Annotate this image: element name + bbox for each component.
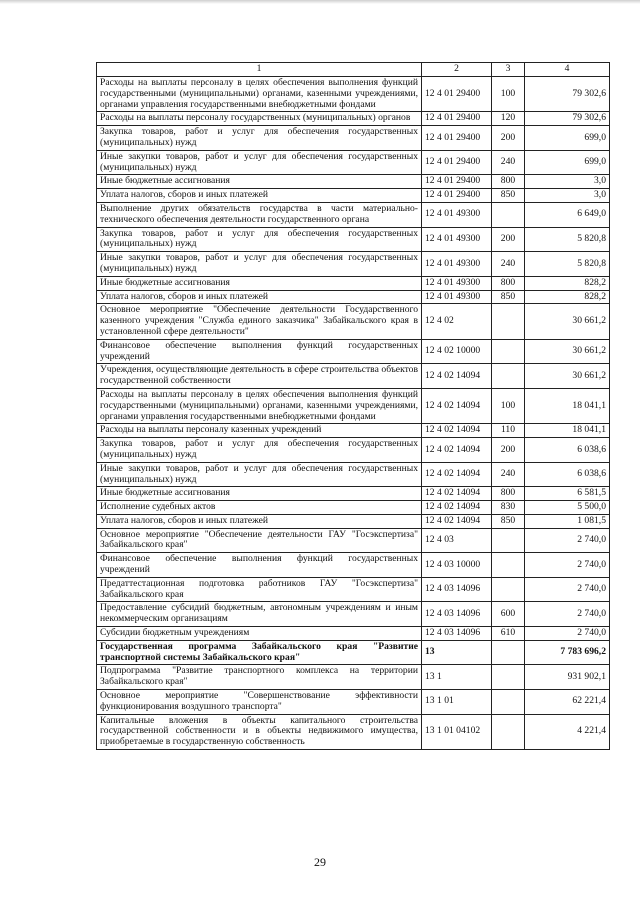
- row-type-cell: [492, 640, 525, 665]
- header-col-3: 3: [492, 63, 525, 77]
- row-code-cell: 12 4 01 29400: [422, 150, 492, 175]
- table-row: [97, 304, 610, 339]
- table-row: [97, 290, 610, 304]
- row-amount-cell: 6 038,6: [525, 438, 610, 463]
- row-name-cell: Капитальные вложения в объекты капитального строительства государственной собственности и в объекты недвижимого имущества, приобретаемые в государственную собственность: [97, 714, 422, 749]
- row-type-cell: 120: [492, 112, 525, 126]
- row-code-cell: 12 4 02 14094: [422, 388, 492, 423]
- row-amount-cell: 79 302,6: [525, 112, 610, 126]
- row-type-cell: 200: [492, 126, 525, 151]
- row-type-cell: [492, 339, 525, 364]
- header-row: [97, 63, 610, 77]
- row-code-cell: 12 4 01 29400: [422, 126, 492, 151]
- row-type-cell: 850: [492, 514, 525, 528]
- row-amount-cell: 30 661,2: [525, 339, 610, 364]
- table-row: [97, 175, 610, 189]
- row-type-cell: 100: [492, 388, 525, 423]
- row-amount-cell: 931 902,1: [525, 665, 610, 690]
- table-row: [97, 112, 610, 126]
- table-row: [97, 665, 610, 690]
- table-row: [97, 339, 610, 364]
- row-type-cell: 800: [492, 175, 525, 189]
- row-name-cell: Государственная программа Забайкальского края "Развитие транспортной системы Забайкальского края": [97, 640, 422, 665]
- row-code-cell: 12 4 01 49300: [422, 227, 492, 252]
- row-amount-cell: 2 740,0: [525, 602, 610, 627]
- row-type-cell: 110: [492, 424, 525, 438]
- row-type-cell: [492, 304, 525, 339]
- row-code-cell: 12 4 03: [422, 528, 492, 553]
- row-amount-cell: 2 740,0: [525, 553, 610, 578]
- row-name-cell: Предоставление субсидий бюджетным, автономным учреждениям и иным некоммерческим организациям: [97, 602, 422, 627]
- row-amount-cell: 30 661,2: [525, 364, 610, 389]
- row-name-cell: Иные закупки товаров, работ и услуг для обеспечения государственных (муниципальных) нужд: [97, 252, 422, 277]
- row-amount-cell: 18 041,1: [525, 388, 610, 423]
- table-row: [97, 501, 610, 515]
- row-code-cell: 13: [422, 640, 492, 665]
- row-type-cell: 240: [492, 462, 525, 487]
- header-col-1: 1: [97, 63, 422, 77]
- row-name-cell: Выполнение других обязательств государства в части материально-технического обеспечения деятельности государственного органа: [97, 202, 422, 227]
- row-name-cell: Закупка товаров, работ и услуг для обеспечения государственных (муниципальных) нужд: [97, 438, 422, 463]
- row-amount-cell: 5 500,0: [525, 501, 610, 515]
- page-number: 29: [314, 855, 326, 869]
- table-row: [97, 126, 610, 151]
- row-amount-cell: 6 038,6: [525, 462, 610, 487]
- row-name-cell: Субсидии бюджетным учреждениям: [97, 627, 422, 641]
- row-type-cell: [492, 553, 525, 578]
- table-row: [97, 714, 610, 749]
- row-name-cell: Закупка товаров, работ и услуг для обеспечения государственных (муниципальных) нужд: [97, 126, 422, 151]
- budget-table-container: [96, 62, 609, 750]
- row-code-cell: 12 4 03 14096: [422, 627, 492, 641]
- row-amount-cell: 828,2: [525, 290, 610, 304]
- row-type-cell: [492, 577, 525, 602]
- table-row: [97, 690, 610, 715]
- row-code-cell: 12 4 01 49300: [422, 202, 492, 227]
- row-name-cell: Иные бюджетные ассигнования: [97, 175, 422, 189]
- table-row: [97, 77, 610, 112]
- row-code-cell: 12 4 01 29400: [422, 189, 492, 203]
- row-amount-cell: 6 649,0: [525, 202, 610, 227]
- row-amount-cell: 7 783 696,2: [525, 640, 610, 665]
- table-row: [97, 514, 610, 528]
- row-name-cell: Иные бюджетные ассигнования: [97, 487, 422, 501]
- row-type-cell: 200: [492, 438, 525, 463]
- table-row: [97, 150, 610, 175]
- row-type-cell: 800: [492, 276, 525, 290]
- table-row: [97, 627, 610, 641]
- row-code-cell: 12 4 02 14094: [422, 424, 492, 438]
- row-code-cell: 12 4 02 14094: [422, 501, 492, 515]
- row-name-cell: Иные закупки товаров, работ и услуг для обеспечения государственных (муниципальных) нужд: [97, 462, 422, 487]
- row-code-cell: 12 4 01 49300: [422, 290, 492, 304]
- table-row: [97, 553, 610, 578]
- row-code-cell: 12 4 02 14094: [422, 438, 492, 463]
- row-code-cell: 12 4 01 29400: [422, 77, 492, 112]
- row-amount-cell: 5 820,8: [525, 227, 610, 252]
- row-code-cell: 12 4 01 49300: [422, 276, 492, 290]
- row-code-cell: 12 4 02 10000: [422, 339, 492, 364]
- row-type-cell: [492, 714, 525, 749]
- table-row: [97, 640, 610, 665]
- row-code-cell: 12 4 02 14094: [422, 487, 492, 501]
- row-code-cell: 13 1: [422, 665, 492, 690]
- row-type-cell: [492, 202, 525, 227]
- row-amount-cell: 6 581,5: [525, 487, 610, 501]
- row-amount-cell: 18 041,1: [525, 424, 610, 438]
- row-type-cell: 240: [492, 252, 525, 277]
- row-type-cell: [492, 364, 525, 389]
- budget-table: [96, 62, 610, 750]
- row-code-cell: 12 4 01 29400: [422, 175, 492, 189]
- table-row: [97, 252, 610, 277]
- table-row: [97, 202, 610, 227]
- row-amount-cell: 2 740,0: [525, 627, 610, 641]
- row-code-cell: 13 1 01 04102: [422, 714, 492, 749]
- row-type-cell: [492, 528, 525, 553]
- table-row: [97, 276, 610, 290]
- table-row: [97, 189, 610, 203]
- row-amount-cell: 3,0: [525, 189, 610, 203]
- row-name-cell: Учреждения, осуществляющие деятельность в сфере строительства объектов государственной собственности: [97, 364, 422, 389]
- row-name-cell: Расходы на выплаты персоналу государственных (муниципальных) органов: [97, 112, 422, 126]
- row-code-cell: 12 4 02 14094: [422, 462, 492, 487]
- table-row: [97, 364, 610, 389]
- row-code-cell: 13 1 01: [422, 690, 492, 715]
- row-type-cell: 800: [492, 487, 525, 501]
- row-amount-cell: 2 740,0: [525, 528, 610, 553]
- table-row: [97, 462, 610, 487]
- row-type-cell: 240: [492, 150, 525, 175]
- row-code-cell: 12 4 01 49300: [422, 252, 492, 277]
- row-amount-cell: 79 302,6: [525, 77, 610, 112]
- row-amount-cell: 699,0: [525, 126, 610, 151]
- row-amount-cell: 4 221,4: [525, 714, 610, 749]
- row-code-cell: 12 4 01 29400: [422, 112, 492, 126]
- header-col-2: 2: [422, 63, 492, 77]
- row-type-cell: [492, 665, 525, 690]
- row-name-cell: Подпрограмма "Развитие транспортного комплекса на территории Забайкальского края": [97, 665, 422, 690]
- row-name-cell: Иные бюджетные ассигнования: [97, 276, 422, 290]
- row-name-cell: Основное мероприятие "Обеспечение деятельности ГАУ "Госэкспертиза" Забайкальского края": [97, 528, 422, 553]
- row-name-cell: Предаттестационная подготовка работников ГАУ "Госэкспертиза" Забайкальского края: [97, 577, 422, 602]
- row-name-cell: Основное мероприятие "Обеспечение деятельности Государственного казенного учреждения "Служба единого заказчика" Забайкальского края в установленной сфере деятельности": [97, 304, 422, 339]
- table-row: [97, 577, 610, 602]
- row-amount-cell: 3,0: [525, 175, 610, 189]
- row-code-cell: 12 4 03 10000: [422, 553, 492, 578]
- row-name-cell: Закупка товаров, работ и услуг для обеспечения государственных (муниципальных) нужд: [97, 227, 422, 252]
- row-type-cell: 850: [492, 189, 525, 203]
- scan-edge: [0, 0, 640, 4]
- row-amount-cell: 62 221,4: [525, 690, 610, 715]
- row-type-cell: 610: [492, 627, 525, 641]
- row-name-cell: Финансовое обеспечение выполнения функций государственных учреждений: [97, 339, 422, 364]
- row-type-cell: 830: [492, 501, 525, 515]
- row-amount-cell: 5 820,8: [525, 252, 610, 277]
- row-name-cell: Основное мероприятие "Совершенствование эффективности функционирования воздушного транспорта": [97, 690, 422, 715]
- row-name-cell: Расходы на выплаты персоналу казенных учреждений: [97, 424, 422, 438]
- row-amount-cell: 699,0: [525, 150, 610, 175]
- table-row: [97, 487, 610, 501]
- row-amount-cell: 30 661,2: [525, 304, 610, 339]
- row-code-cell: 12 4 03 14096: [422, 602, 492, 627]
- row-name-cell: Уплата налогов, сборов и иных платежей: [97, 514, 422, 528]
- table-row: [97, 528, 610, 553]
- row-name-cell: Исполнение судебных актов: [97, 501, 422, 515]
- row-type-cell: 850: [492, 290, 525, 304]
- row-amount-cell: 828,2: [525, 276, 610, 290]
- row-amount-cell: 1 081,5: [525, 514, 610, 528]
- header-col-4: 4: [525, 63, 610, 77]
- row-name-cell: Расходы на выплаты персоналу в целях обеспечения выполнения функций государственными (муниципальными) органами, казенными учреждениями, органами управления государственными внебюджетными фондами: [97, 77, 422, 112]
- row-name-cell: Уплата налогов, сборов и иных платежей: [97, 189, 422, 203]
- row-type-cell: 100: [492, 77, 525, 112]
- table-body: [97, 77, 610, 750]
- table-row: [97, 388, 610, 423]
- row-amount-cell: 2 740,0: [525, 577, 610, 602]
- row-type-cell: 200: [492, 227, 525, 252]
- row-name-cell: Расходы на выплаты персоналу в целях обеспечения выполнения функций государственными (муниципальными) органами, казенными учреждениями, органами управления государственными внебюджетными фондами: [97, 388, 422, 423]
- row-code-cell: 12 4 02 14094: [422, 514, 492, 528]
- table-row: [97, 227, 610, 252]
- table-row: [97, 424, 610, 438]
- table-row: [97, 602, 610, 627]
- row-name-cell: Иные закупки товаров, работ и услуг для обеспечения государственных (муниципальных) нужд: [97, 150, 422, 175]
- row-code-cell: 12 4 02 14094: [422, 364, 492, 389]
- row-code-cell: 12 4 03 14096: [422, 577, 492, 602]
- row-name-cell: Уплата налогов, сборов и иных платежей: [97, 290, 422, 304]
- row-type-cell: 600: [492, 602, 525, 627]
- table-row: [97, 438, 610, 463]
- row-name-cell: Финансовое обеспечение выполнения функций государственных учреждений: [97, 553, 422, 578]
- row-type-cell: [492, 690, 525, 715]
- row-code-cell: 12 4 02: [422, 304, 492, 339]
